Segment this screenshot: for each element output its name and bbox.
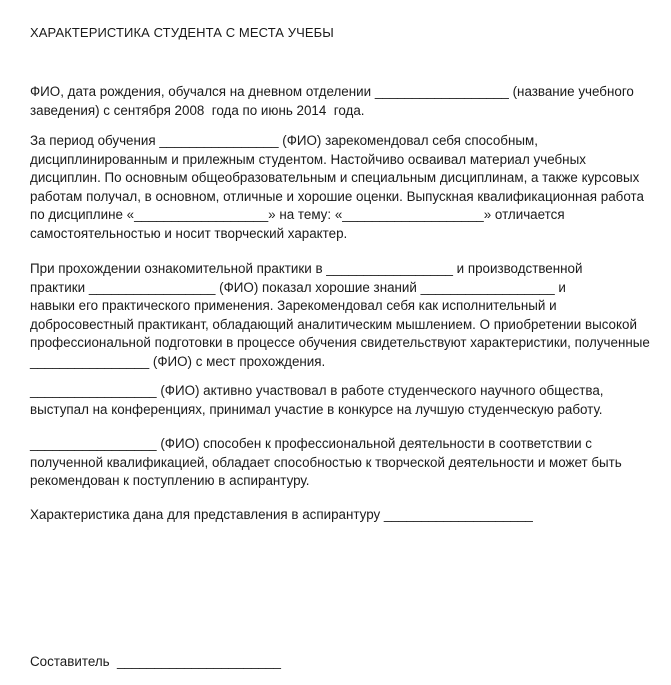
text-line: дисциплин. По основным общеобразовательным и специальным дисциплинам, а также курсовых (30, 170, 640, 185)
text-line: по дисциплине «__________________» на тему: «___________________» отличается (30, 207, 565, 222)
text-line: добросовестный практикант, обладающий аналитическим мышлением. О приобретении высокой (30, 316, 637, 332)
paragraph-research-society (30, 382, 604, 419)
text-line: полученной квалификацией, обладает способностью к творческой деятельности и может быть (30, 454, 622, 470)
paragraph-student-info (30, 83, 634, 120)
paragraph-recommendation (30, 435, 622, 491)
text-line: работам получал, в основном, отличные и хорошие оценки. Выпускная квалификационная работа (30, 188, 644, 204)
text-line: ФИО, дата рождения, обучался на дневном отделении __________________ (название учебного (30, 84, 634, 99)
signer-line: Составитель ______________________ (30, 654, 281, 669)
paragraph-practice (30, 260, 650, 371)
text-line: заведения) с сентября 2008 года по июнь 2014 года. (30, 102, 365, 118)
text-line: рекомендован к поступлению в аспирантуру. (30, 473, 310, 488)
text-line: профессиональной подготовки в процессе обучения свидетельствуют характеристики, полученные (30, 335, 650, 350)
text-line: практики _________________ (ФИО) показал хорошие знаний __________________ и (30, 279, 566, 295)
text-line: _________________ (ФИО) активно участвовал в работе студенческого научного общества, (30, 383, 604, 398)
paragraph-study-period (30, 132, 644, 243)
document-title: ХАРАКТЕРИСТИКА СТУДЕНТА С МЕСТА УЧЕБЫ (30, 25, 334, 40)
text-line: За период обучения ________________ (ФИО) зарекомендовал себя способным, (30, 133, 538, 148)
text-line: самостоятельностью и носит творческий характер. (30, 225, 348, 241)
text-line: выступал на конференциях, принимал участие в конкурсе на лучшую студенческую работу. (30, 401, 603, 417)
text-line: ________________ (ФИО) с мест прохождения. (30, 353, 326, 369)
text-line: При прохождении ознакомительной практики в _________________ и производственной (30, 261, 583, 276)
text-line: навыки его практического применения. Зарекомендовал себя как исполнительный и (30, 298, 557, 313)
paragraph-purpose (30, 506, 533, 525)
text-line: _________________ (ФИО) способен к профессиональной деятельности в соответствии с (30, 436, 592, 451)
text-line: Характеристика дана для представления в аспирантуру ____________________ (30, 507, 533, 522)
text-line: дисциплинированным и прилежным студентом. Настойчиво осваивал материал учебных (30, 151, 586, 167)
